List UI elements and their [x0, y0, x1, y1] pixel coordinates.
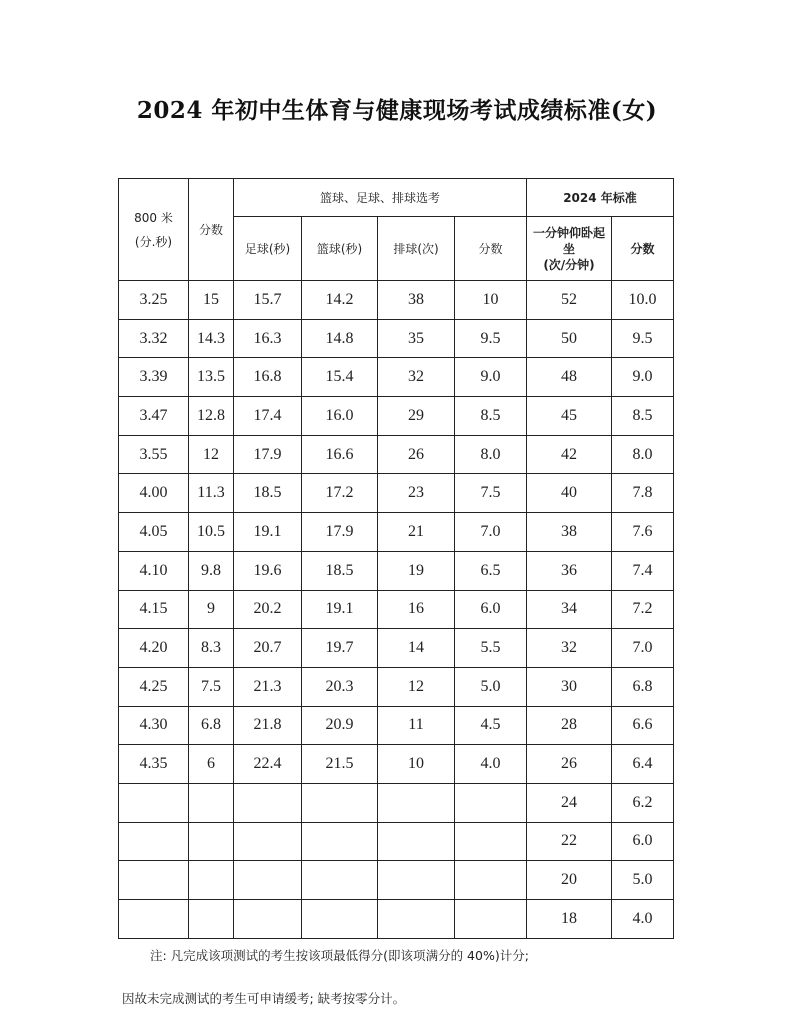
cell-run-score: 15: [189, 281, 234, 320]
cell-situps-score: 6.6: [612, 706, 674, 745]
cell-situps-score: 4.0: [612, 900, 674, 939]
cell-ball-score: 6.0: [455, 590, 527, 629]
header-situps-line1: 一分钟仰卧起: [532, 225, 605, 240]
header-volleyball: 排球(次): [378, 217, 455, 281]
cell-football: [234, 861, 302, 900]
cell-situps: 45: [527, 397, 612, 436]
table-row: [119, 474, 674, 513]
cell-football: 20.2: [234, 590, 302, 629]
cell-volleyball: 23: [378, 474, 455, 513]
cell-basketball: [302, 900, 378, 939]
cell-run-800m: 4.15: [119, 590, 189, 629]
scoring-standards-table: [118, 178, 674, 939]
cell-situps: 50: [527, 319, 612, 358]
cell-run-score: 9.8: [189, 551, 234, 590]
cell-volleyball: 12: [378, 667, 455, 706]
cell-basketball: 15.4: [302, 358, 378, 397]
table-row: [119, 861, 674, 900]
cell-ball-score: 5.0: [455, 667, 527, 706]
cell-situps: 38: [527, 513, 612, 552]
table-header: [119, 179, 674, 281]
cell-situps: 34: [527, 590, 612, 629]
cell-run-800m: 4.35: [119, 745, 189, 784]
cell-situps: 52: [527, 281, 612, 320]
header-ball-elective-group: 篮球、足球、排球选考: [234, 179, 527, 217]
cell-volleyball: 38: [378, 281, 455, 320]
cell-volleyball: [378, 861, 455, 900]
header-situps-line2: 坐: [562, 241, 575, 256]
cell-volleyball: [378, 900, 455, 939]
cell-run-800m: 4.30: [119, 706, 189, 745]
cell-ball-score: 9.0: [455, 358, 527, 397]
table-row: [119, 435, 674, 474]
cell-run-800m: 3.32: [119, 319, 189, 358]
cell-run-score: 8.3: [189, 629, 234, 668]
cell-basketball: 17.2: [302, 474, 378, 513]
cell-ball-score: [455, 783, 527, 822]
header-800m-score: 分数: [189, 179, 234, 281]
cell-volleyball: [378, 822, 455, 861]
cell-football: [234, 783, 302, 822]
cell-basketball: 20.3: [302, 667, 378, 706]
cell-run-score: 10.5: [189, 513, 234, 552]
cell-situps-score: 8.0: [612, 435, 674, 474]
cell-football: 17.4: [234, 397, 302, 436]
cell-situps-score: 7.4: [612, 551, 674, 590]
cell-situps: 28: [527, 706, 612, 745]
cell-football: 19.1: [234, 513, 302, 552]
cell-situps-score: 8.5: [612, 397, 674, 436]
cell-football: 21.8: [234, 706, 302, 745]
table-row: [119, 900, 674, 939]
cell-volleyball: 19: [378, 551, 455, 590]
cell-basketball: 19.7: [302, 629, 378, 668]
cell-basketball: 16.0: [302, 397, 378, 436]
table-row: [119, 745, 674, 784]
cell-run-score: 7.5: [189, 667, 234, 706]
cell-situps-score: 9.5: [612, 319, 674, 358]
header-football: 足球(秒): [234, 217, 302, 281]
table-row: [119, 822, 674, 861]
cell-situps-score: 7.2: [612, 590, 674, 629]
cell-run-score: 14.3: [189, 319, 234, 358]
table-body: [119, 281, 674, 939]
cell-situps-score: 6.0: [612, 822, 674, 861]
cell-run-800m: 3.25: [119, 281, 189, 320]
cell-situps-score: 7.0: [612, 629, 674, 668]
cell-football: [234, 900, 302, 939]
cell-football: 18.5: [234, 474, 302, 513]
table-row: [119, 706, 674, 745]
cell-run-score: [189, 822, 234, 861]
cell-basketball: 19.1: [302, 590, 378, 629]
cell-football: 19.6: [234, 551, 302, 590]
table-row: [119, 397, 674, 436]
table-row: [119, 629, 674, 668]
cell-football: 20.7: [234, 629, 302, 668]
cell-football: 16.8: [234, 358, 302, 397]
cell-basketball: [302, 861, 378, 900]
cell-basketball: 21.5: [302, 745, 378, 784]
cell-run-800m: [119, 900, 189, 939]
cell-ball-score: 8.0: [455, 435, 527, 474]
cell-run-800m: 3.39: [119, 358, 189, 397]
cell-run-score: 11.3: [189, 474, 234, 513]
table-row: [119, 513, 674, 552]
cell-volleyball: 14: [378, 629, 455, 668]
header-situps-score: 分数: [612, 217, 674, 281]
cell-situps-score: 6.2: [612, 783, 674, 822]
page-title: 2024 年初中生体育与健康现场考试成绩标准(女): [136, 97, 658, 124]
cell-situps-score: 7.8: [612, 474, 674, 513]
cell-situps: 18: [527, 900, 612, 939]
cell-ball-score: [455, 822, 527, 861]
cell-run-800m: 4.10: [119, 551, 189, 590]
cell-basketball: 20.9: [302, 706, 378, 745]
header-800m-run: [119, 179, 189, 281]
cell-run-800m: [119, 783, 189, 822]
table-row: [119, 281, 674, 320]
cell-run-800m: [119, 861, 189, 900]
cell-volleyball: 21: [378, 513, 455, 552]
cell-volleyball: 10: [378, 745, 455, 784]
cell-run-800m: 4.05: [119, 513, 189, 552]
cell-situps: 22: [527, 822, 612, 861]
header-situps-line3: (次/分钟): [543, 257, 595, 272]
cell-volleyball: [378, 783, 455, 822]
cell-ball-score: 6.5: [455, 551, 527, 590]
cell-situps: 40: [527, 474, 612, 513]
cell-basketball: 14.8: [302, 319, 378, 358]
cell-basketball: [302, 822, 378, 861]
cell-volleyball: 16: [378, 590, 455, 629]
cell-basketball: 16.6: [302, 435, 378, 474]
cell-situps: 48: [527, 358, 612, 397]
cell-volleyball: 32: [378, 358, 455, 397]
cell-run-score: 12: [189, 435, 234, 474]
cell-run-800m: [119, 822, 189, 861]
cell-basketball: [302, 783, 378, 822]
cell-ball-score: 4.0: [455, 745, 527, 784]
cell-ball-score: 7.5: [455, 474, 527, 513]
table-row: [119, 319, 674, 358]
cell-run-800m: 3.55: [119, 435, 189, 474]
cell-run-800m: 4.00: [119, 474, 189, 513]
header-2024-standard-group: 2024 年标准: [527, 179, 674, 217]
cell-football: [234, 822, 302, 861]
cell-football: 15.7: [234, 281, 302, 320]
cell-ball-score: 5.5: [455, 629, 527, 668]
cell-situps-score: 6.8: [612, 667, 674, 706]
footnote-line-1: 注: 凡完成该项测试的考生按该项最低得分(即该项满分的 40%)计分;: [150, 948, 529, 963]
cell-run-score: [189, 900, 234, 939]
cell-basketball: 14.2: [302, 281, 378, 320]
cell-volleyball: 35: [378, 319, 455, 358]
cell-ball-score: 9.5: [455, 319, 527, 358]
cell-football: 22.4: [234, 745, 302, 784]
cell-ball-score: 8.5: [455, 397, 527, 436]
cell-situps: 32: [527, 629, 612, 668]
cell-ball-score: [455, 900, 527, 939]
table-row: [119, 667, 674, 706]
cell-situps-score: 7.6: [612, 513, 674, 552]
cell-basketball: 17.9: [302, 513, 378, 552]
cell-football: 21.3: [234, 667, 302, 706]
table-row: [119, 358, 674, 397]
cell-situps-score: 9.0: [612, 358, 674, 397]
cell-run-score: 13.5: [189, 358, 234, 397]
cell-situps-score: 5.0: [612, 861, 674, 900]
header-basketball: 篮球(秒): [302, 217, 378, 281]
cell-ball-score: 7.0: [455, 513, 527, 552]
table-row: [119, 590, 674, 629]
cell-situps: 36: [527, 551, 612, 590]
cell-ball-score: [455, 861, 527, 900]
cell-situps: 26: [527, 745, 612, 784]
cell-run-800m: 4.25: [119, 667, 189, 706]
cell-situps: 24: [527, 783, 612, 822]
header-situps: [527, 217, 612, 281]
cell-run-score: 9: [189, 590, 234, 629]
cell-run-score: 12.8: [189, 397, 234, 436]
cell-volleyball: 29: [378, 397, 455, 436]
cell-basketball: 18.5: [302, 551, 378, 590]
cell-ball-score: 10: [455, 281, 527, 320]
cell-run-score: 6.8: [189, 706, 234, 745]
header-ball-score: 分数: [455, 217, 527, 281]
cell-run-score: [189, 783, 234, 822]
cell-run-800m: 4.20: [119, 629, 189, 668]
cell-situps-score: 10.0: [612, 281, 674, 320]
table-row: [119, 551, 674, 590]
cell-ball-score: 4.5: [455, 706, 527, 745]
footnote-line-2: 因故未完成测试的考生可申请缓考; 缺考按零分计。: [122, 991, 406, 1006]
cell-run-800m: 3.47: [119, 397, 189, 436]
cell-volleyball: 11: [378, 706, 455, 745]
cell-run-score: [189, 861, 234, 900]
cell-situps: 42: [527, 435, 612, 474]
cell-situps-score: 6.4: [612, 745, 674, 784]
cell-situps: 30: [527, 667, 612, 706]
cell-football: 16.3: [234, 319, 302, 358]
header-800m-line2: (分.秒): [134, 234, 173, 249]
table-row: [119, 783, 674, 822]
cell-football: 17.9: [234, 435, 302, 474]
header-800m-line1: 800 米: [134, 210, 173, 225]
cell-volleyball: 26: [378, 435, 455, 474]
cell-run-score: 6: [189, 745, 234, 784]
cell-situps: 20: [527, 861, 612, 900]
